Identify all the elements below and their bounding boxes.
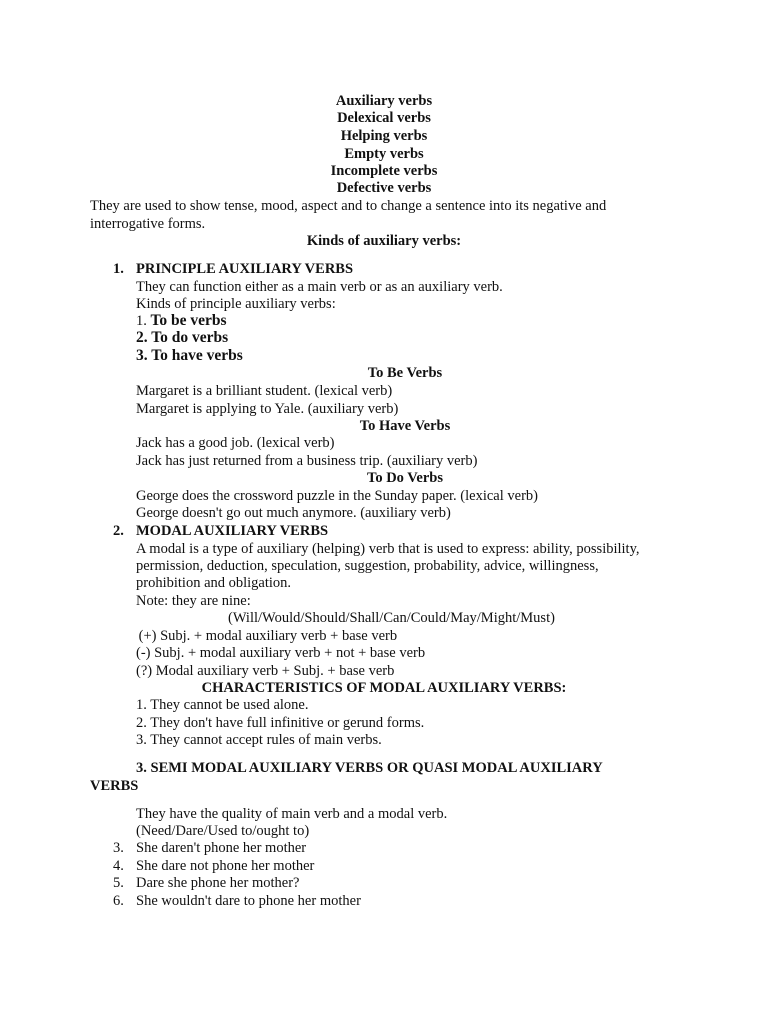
list-number: 5.	[113, 875, 124, 891]
list-text: To have verbs	[151, 347, 243, 364]
body-text: They can function either as a main verb or as an auxiliary verb.	[136, 279, 503, 295]
example-text: Jack has a good job. (lexical verb)	[136, 435, 335, 451]
list-text: To do verbs	[151, 329, 229, 346]
title-line: Auxiliary verbs	[335, 93, 433, 109]
section-number: 2.	[113, 523, 124, 539]
intro-text: interrogative forms.	[90, 216, 206, 232]
section-heading: 3. SEMI MODAL AUXILIARY VERBS OR QUASI MODAL AUXILIARY	[136, 760, 603, 776]
body-text: Note: they are nine:	[136, 593, 251, 609]
list-number: 6.	[113, 893, 124, 909]
example-text: George doesn't go out much anymore. (auxiliary verb)	[136, 505, 451, 521]
body-text: (Need/Dare/Used to/ought to)	[136, 823, 310, 839]
body-text: prohibition and obligation.	[136, 575, 292, 591]
list-number: 4.	[113, 858, 124, 874]
list-number: 2.	[136, 329, 148, 346]
subheading: To Be Verbs	[367, 365, 443, 381]
title-line: Defective verbs	[336, 180, 432, 196]
body-text: permission, deduction, speculation, suggestion, probability, advice, willingness,	[136, 558, 599, 574]
characteristic-item: 3. They cannot accept rules of main verbs.	[136, 732, 382, 748]
example-text: Margaret is a brilliant student. (lexical verb)	[136, 383, 393, 399]
title-line: Helping verbs	[340, 128, 428, 144]
body-text: They have the quality of main verb and a modal verb.	[136, 806, 448, 822]
section-number: 1.	[113, 261, 124, 277]
list-item	[136, 312, 227, 330]
pattern-text: (-) Subj. + modal auxiliary verb + not + base verb	[136, 645, 426, 661]
list-number: 3.	[113, 840, 124, 856]
pattern-text: (+) Subj. + modal auxiliary verb + base verb	[135, 628, 398, 644]
characteristics-heading: CHARACTERISTICS OF MODAL AUXILIARY VERBS:	[201, 680, 567, 696]
body-text: A modal is a type of auxiliary (helping) verb that is used to express: ability, possibility,	[136, 541, 640, 557]
section-heading: MODAL AUXILIARY VERBS	[136, 523, 329, 539]
example-text: She dare not phone her mother	[136, 858, 315, 874]
list-item	[136, 329, 228, 347]
subheading: To Have Verbs	[359, 418, 451, 434]
example-text: Margaret is applying to Yale. (auxiliary verb)	[136, 401, 399, 417]
example-text: Jack has just returned from a business trip. (auxiliary verb)	[136, 453, 478, 469]
title-line: Empty verbs	[344, 146, 424, 162]
list-number: 1.	[136, 313, 147, 329]
intro-text: They are used to show tense, mood, aspect and to change a sentence into its negative and	[90, 198, 607, 214]
list-text: To be verbs	[150, 312, 227, 329]
title-line: Incomplete verbs	[330, 163, 438, 179]
kinds-heading: Kinds of auxiliary verbs:	[306, 233, 462, 249]
section-heading: VERBS	[90, 778, 139, 794]
example-text: Dare she phone her mother?	[136, 875, 300, 891]
characteristic-item: 2. They don't have full infinitive or gerund forms.	[136, 715, 425, 731]
list-item	[136, 347, 243, 365]
modals-list: (Will/Would/Should/Shall/Can/Could/May/Might/Must)	[228, 610, 555, 626]
section-heading: PRINCIPLE AUXILIARY VERBS	[136, 261, 354, 277]
characteristic-item: 1. They cannot be used alone.	[136, 697, 309, 713]
title-line: Delexical verbs	[337, 110, 431, 126]
list-number: 3.	[136, 347, 148, 364]
example-text: She wouldn't dare to phone her mother	[136, 893, 361, 909]
example-text: George does the crossword puzzle in the Sunday paper. (lexical verb)	[136, 488, 538, 504]
body-text: Kinds of principle auxiliary verbs:	[136, 296, 336, 312]
subheading: To Do Verbs	[366, 470, 444, 486]
example-text: She daren't phone her mother	[136, 840, 307, 856]
pattern-text: (?) Modal auxiliary verb + Subj. + base verb	[136, 663, 395, 679]
